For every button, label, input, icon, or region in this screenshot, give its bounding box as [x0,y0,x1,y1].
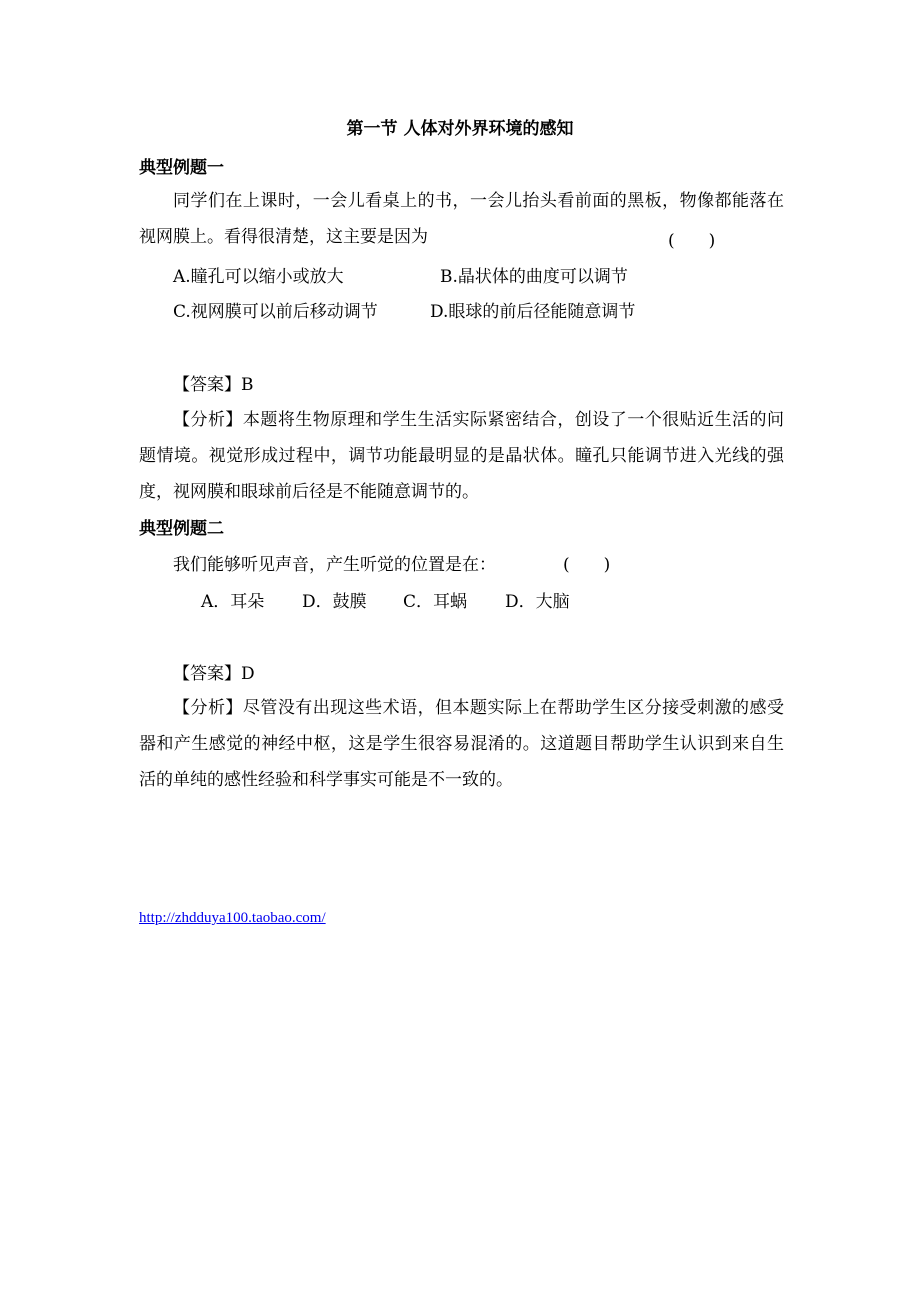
example2-question: 我们能够听见声音，产生听觉的位置是在： [173,555,496,575]
example2-analysis: 【分析】尽管没有出现这些术语，但本题实际上在帮助学生区分接受刺激的感受器和产生感觉的神经中枢，这是学生很容易混淆的。这道题目帮助学生认识到来自生活的单纯的感性经验和科学事实可能是不一致的。 [139,698,784,790]
example2-option-a: A．耳朵 [201,592,265,612]
example1-option-a: A.瞳孔可以缩小或放大 [173,267,344,287]
example1-analysis: 【分析】本题将生物原理和学生生活实际紧密结合，创设了一个很贴近生活的问题情境。视觉形成过程中，调节功能最明显的是晶状体。瞳孔只能调节进入光线的强度，视网膜和眼球前后径是不能随意调节的。 [139,410,784,502]
example1-option-d: D.眼球的前后径能随意调节 [430,302,636,322]
example2-answer: 【答案】D [173,664,255,684]
example2-option-d: D．大脑 [505,592,570,612]
example1-question-text: 同学们在上课时，一会儿看桌上的书，一会儿抬头看前面的黑板，物像都能落在视网膜上。看得很清楚，这主要是因为 [139,191,784,247]
example2-option-b: D．鼓膜 [302,592,367,612]
example2-option-c: C．耳蜗 [403,592,468,612]
page-title: 第一节 人体对外界环境的感知 [346,119,574,139]
example1-answer: 【答案】B [173,375,254,395]
example1-option-b: B.晶状体的曲度可以调节 [440,267,628,287]
footer-link[interactable]: http://zhdduya100.taobao.com/ [139,910,326,926]
example2-heading: 典型例题二 [139,519,224,539]
example1-heading: 典型例题一 [139,158,224,178]
example1-answer-blank: ( ) [668,231,716,251]
example1-option-c: C.视网膜可以前后移动调节 [173,302,378,322]
example2-answer-blank: ( ) [563,555,611,575]
